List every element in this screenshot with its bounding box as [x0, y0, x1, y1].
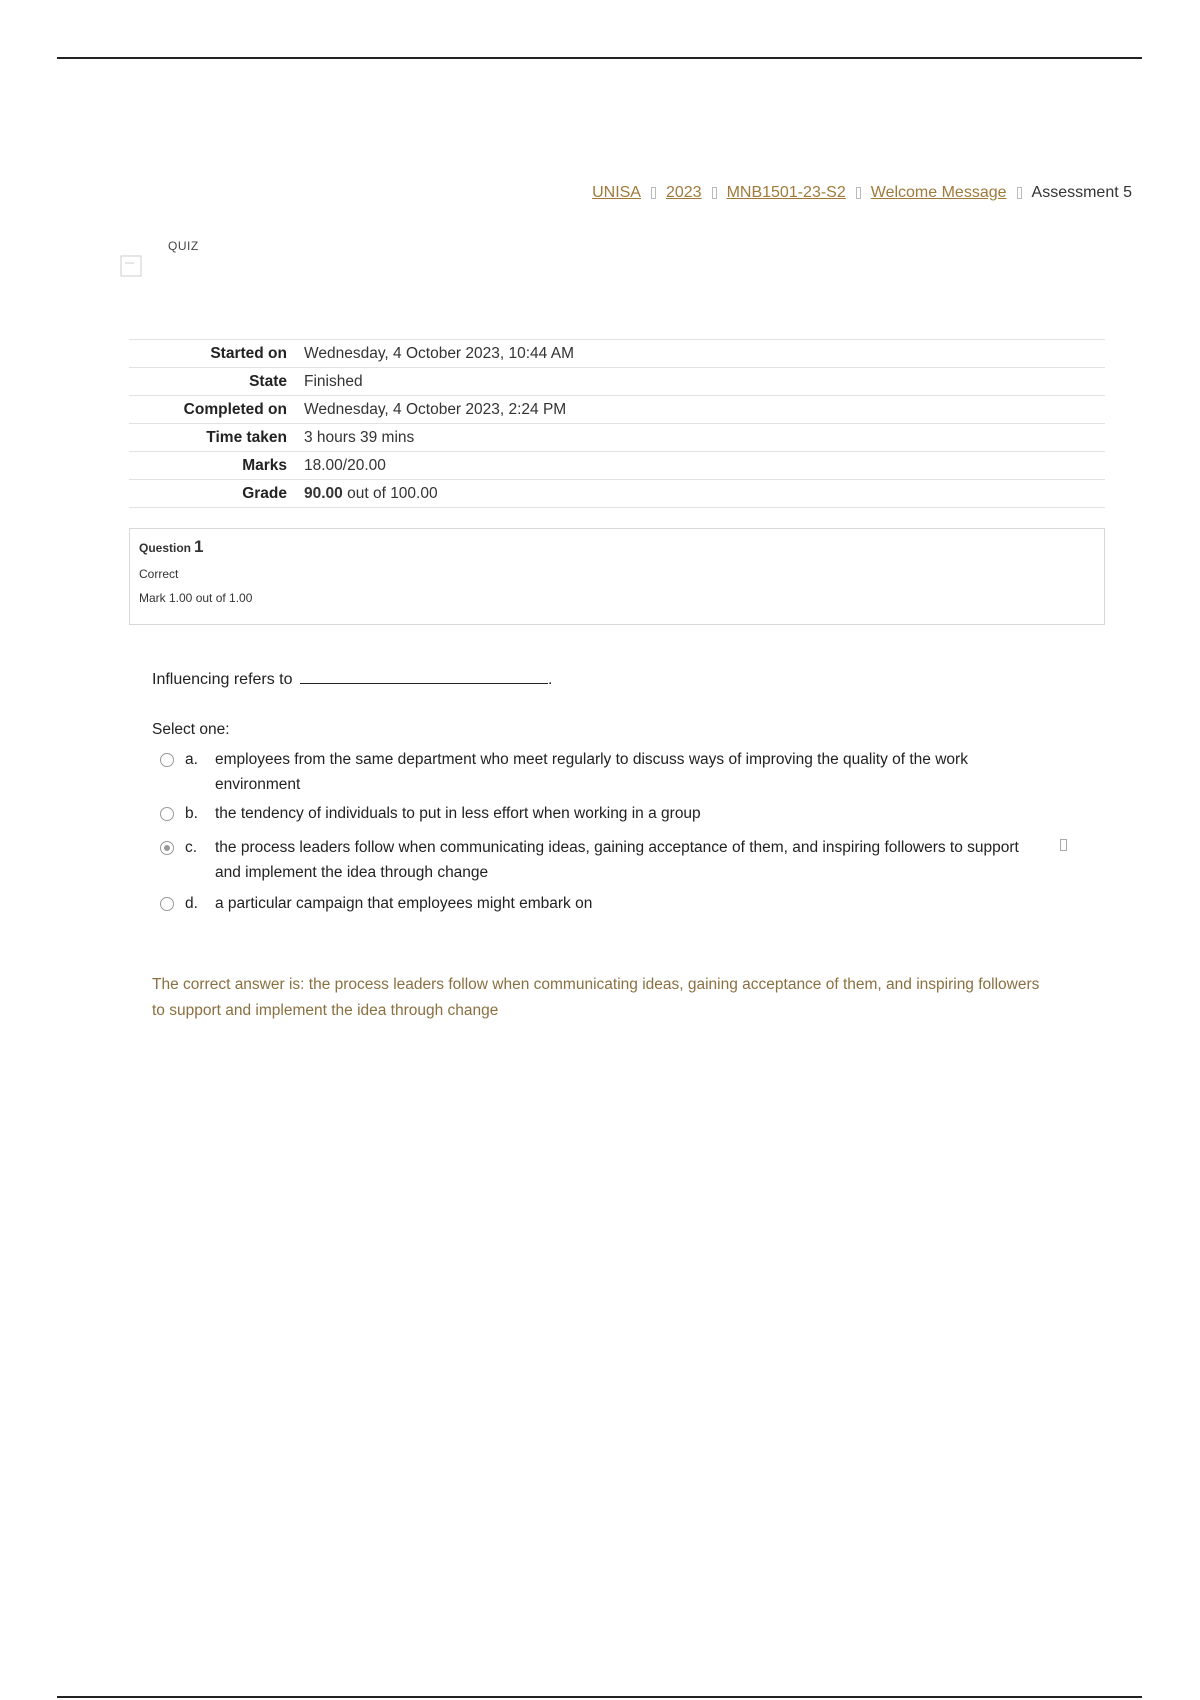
summary-row-grade	[129, 480, 1105, 508]
question-title: Question	[139, 541, 192, 555]
question-prompt-end: .	[547, 671, 553, 688]
option-text: employees from the same department who meet regularly to discuss ways of improving the quality of the work environment	[215, 751, 968, 793]
radio-button[interactable]	[160, 807, 174, 821]
question-mark: Mark 1.00 out of 1.00	[139, 591, 253, 605]
radio-button[interactable]	[160, 753, 174, 767]
attempt-summary-table	[129, 339, 1105, 508]
summary-row-time-taken	[129, 424, 1105, 452]
option-text: the tendency of individuals to put in less effort when working in a group	[215, 805, 701, 822]
breadcrumb-link-year[interactable]: 2023	[665, 184, 702, 201]
option-letter: a.	[185, 751, 198, 768]
summary-label: Marks	[129, 452, 304, 480]
question-number: 1	[194, 537, 204, 556]
breadcrumb-link-welcome[interactable]: Welcome Message	[870, 184, 1007, 201]
bottom-rule	[57, 1696, 1142, 1698]
breadcrumb	[592, 184, 1132, 202]
radio-button[interactable]	[160, 897, 174, 911]
breadcrumb-current: Assessment 5	[1031, 184, 1132, 201]
breadcrumb-separator-icon	[712, 187, 717, 199]
summary-value: 18.00/20.00	[304, 452, 1105, 480]
summary-value: Finished	[304, 368, 1105, 396]
grade-suffix: out of 100.00	[342, 484, 438, 502]
question-prompt: Influencing refers to	[152, 671, 293, 688]
summary-row-marks	[129, 452, 1105, 480]
answer-option-a[interactable]	[160, 747, 1060, 799]
answer-option-c[interactable]	[160, 835, 1060, 887]
summary-row-started	[129, 340, 1105, 368]
summary-row-completed	[129, 396, 1105, 424]
breadcrumb-link-course[interactable]: MNB1501-23-S2	[726, 184, 846, 201]
summary-row-state	[129, 368, 1105, 396]
quiz-document-icon	[120, 255, 142, 277]
summary-value: Wednesday, 4 October 2023, 2:24 PM	[304, 396, 1105, 424]
answer-option-d[interactable]	[160, 891, 1060, 917]
option-letter: c.	[185, 839, 198, 856]
summary-label: Time taken	[129, 424, 304, 452]
answer-option-b[interactable]	[160, 801, 1060, 827]
correct-answer-feedback: The correct answer is: the process leaders follow when communicating ideas, gaining acceptance of them, and inspiring followers to support and implement the idea through change	[152, 976, 1040, 1019]
summary-label: State	[129, 368, 304, 396]
activity-type-label: QUIZ	[168, 239, 199, 253]
summary-value	[304, 480, 1105, 508]
breadcrumb-separator-icon	[856, 187, 861, 199]
select-one-label: Select one:	[152, 721, 230, 738]
breadcrumb-link-unisa[interactable]: UNISA	[592, 184, 641, 201]
grade-value: 90.00	[304, 484, 343, 502]
question-text	[152, 671, 552, 689]
option-letter: b.	[185, 805, 198, 822]
correct-check-icon	[1060, 839, 1067, 851]
option-text: a particular campaign that employees might embark on	[215, 895, 593, 912]
summary-label: Grade	[129, 480, 304, 508]
breadcrumb-separator-icon	[651, 187, 656, 199]
breadcrumb-separator-icon	[1017, 187, 1022, 199]
summary-label: Completed on	[129, 396, 304, 424]
answer-blank	[300, 671, 548, 684]
summary-value: 3 hours 39 mins	[304, 424, 1105, 452]
option-text: the process leaders follow when communicating ideas, gaining acceptance of them, and inspiring followers to support and implement the idea through change	[215, 839, 1019, 881]
summary-label: Started on	[129, 340, 304, 368]
option-letter: d.	[185, 895, 198, 912]
radio-button-selected[interactable]	[160, 841, 174, 855]
top-rule	[57, 57, 1142, 59]
question-status: Correct	[139, 567, 179, 581]
summary-value: Wednesday, 4 October 2023, 10:44 AM	[304, 340, 1105, 368]
question-info-box	[129, 528, 1105, 625]
